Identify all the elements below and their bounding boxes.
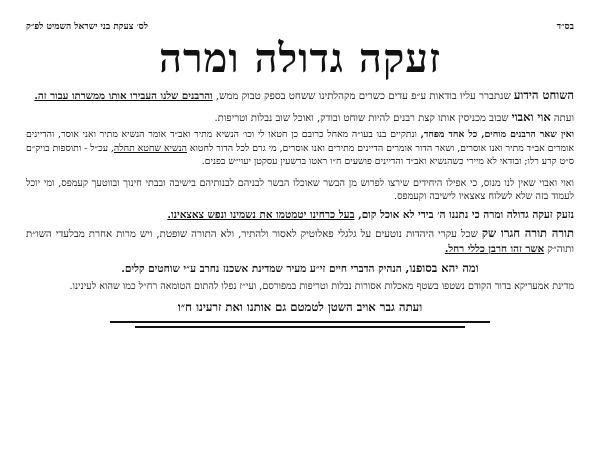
paragraph-7 (26, 261, 574, 276)
p6-emphasis: אשר זהו חרבן כללי רחל. (444, 243, 545, 256)
paragraph-8: מדינת אמעריקא בדור הקודם נשטפו בשטף מאכלות אסורות נבלות וטריפות במפורסם, ועי״ז נפלו להתום הטומאה רח״ל כמו שהוא לעינינו. (69, 281, 574, 293)
paragraph-1 (26, 88, 574, 104)
p3-lead: ואין שאר הרבנים מוחים, כל אחד מפחד, (420, 129, 574, 140)
paragraph-5 (26, 208, 574, 223)
p5-emphasis: בעל כרחינו יטמטמו את נשמינו ונפש צאצאינו. (167, 208, 355, 221)
publisher-line: לס׳ צעקת בני ישראל השמיט לפ״ק (26, 21, 148, 32)
p1-lead: השוחט הידוע (513, 88, 574, 102)
p6-lead: תורה תורה חגרו שק (481, 226, 574, 241)
p1-emphasis: והרבנים שלנו העבירו אותו ממשרתו עבור זה. (34, 90, 213, 102)
p3-body: ונתקיים בנו בעו״ה מאחל כרובם כן חטאו לי וכו׳ הנשיא מתיר ואב״ד אומר הנשיא מתיר ואני אוסר, והדיינים אומרים אב״ד מתיר ואנו אוסרים, ושאר הדור אומרים הדיינים מתירים ואנו אוסרים, מי גרם לכל הדור לחטוא (26, 129, 574, 154)
underline-rule-1 (110, 321, 490, 323)
p2-body: שבוב מכניסין אותו קצת רבנים להיות שוחט ובודק, ואוכל שוב נבלות וטריפות. (214, 113, 512, 124)
paragraph-3 (26, 128, 574, 169)
p2-lead: ועתה (550, 113, 574, 124)
p7-body: הנהיק הדברי חיים זי״ע מעיר שמדינת אשכנז נחרב ע״י שוחטים קלים. (121, 263, 406, 276)
page-title: זעקה גדולה ומרה (158, 35, 442, 82)
bsd-mark: בס״ד (556, 21, 574, 32)
paragraph-6 (26, 226, 574, 257)
p1-body: שנתברר עליו בודאות ע״פ עדים כשרים מקהלתינו ששחט בספק טבוק ממש, (212, 91, 514, 102)
p6-body: שכל עקרי היהדות נוטעים על גלגלי פאלוטיק לאסור ולהתיר, ולא התורה שופטת, ויש מרות אחרת מבלעדי השו״ת ותוה״ק (26, 229, 574, 256)
p3-tail: , עכ״ל - ותוספות בויק״ם ס״ט קרע רלו; ובודאי לא מיירי כשהנשיא ואב״ד והדיינים פושעים ח״ו ראטו ברשעין עסקטן יעוי״ש בפנים. (26, 142, 574, 168)
p5-lead: נזעק זעקה גדולה ומרה כי נתננו ה׳ בידי לא אוכל קום, (354, 208, 574, 221)
p2-emphasis: אוי ואבוי (511, 110, 551, 124)
paragraph-2 (26, 110, 574, 126)
closing-line: ועתה גבר אויב השטן לטמטם גם אותנו ואת זרעינו ח״ו (177, 300, 423, 315)
p3-underlined: הנשיא שחטא תחלה (113, 142, 187, 154)
header-row (26, 18, 574, 34)
p7-lead: ומה יהא בסופנו, (405, 261, 479, 276)
paragraph-4: ואוי ואבוי שאין לנו מנוס, כי אפילו היחידים שירצו לפרוש מן הבשר שאוכלו הבשר לבניהם לבנותיהם בישיבה ובבתי חינוך ובווטעך קעמפס, ומי יוכל לעמוד בזה שלא לשלוח צאצאיו לישיבה וקעמפס. (26, 177, 574, 203)
underline-rule-2 (135, 326, 465, 328)
